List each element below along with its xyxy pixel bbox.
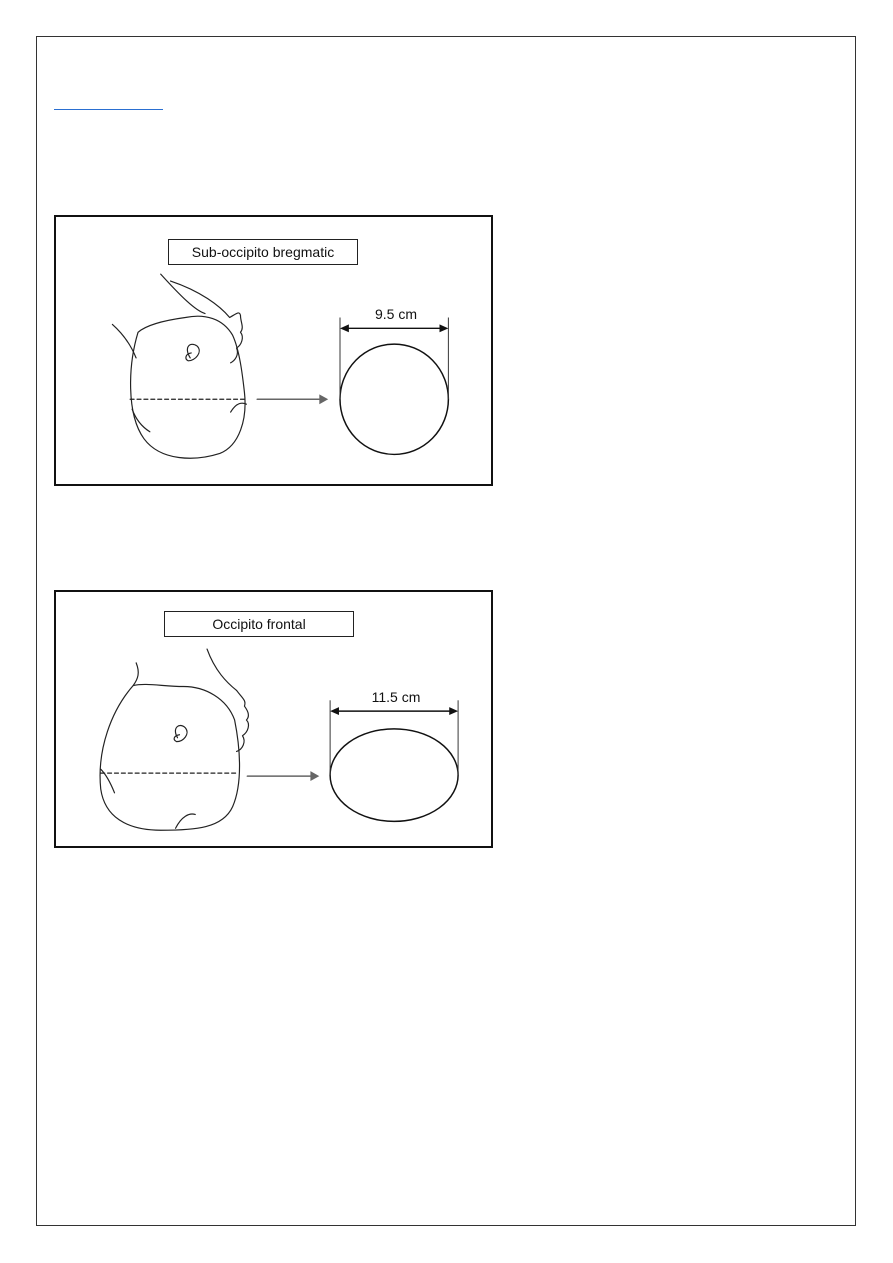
back-line (207, 649, 237, 690)
chin-curve (231, 403, 247, 412)
diameter-measurement: 9.5 cm (374, 306, 417, 322)
measure-arrow-left (330, 707, 339, 715)
diagram-title-label: Sub-occipito bregmatic (168, 239, 358, 265)
cross-section-ellipse (330, 729, 458, 822)
measure-arrow-right (449, 707, 458, 715)
arrow-head (310, 771, 319, 781)
measure-arrow-left (340, 324, 349, 332)
hyperlink-underline[interactable] (54, 109, 163, 110)
face-profile (171, 281, 243, 363)
neck-line (112, 324, 136, 357)
diagram-occipito-frontal (54, 590, 493, 848)
ear (186, 344, 199, 361)
chin-curve (176, 814, 196, 828)
ear (174, 726, 187, 742)
diameter-measurement: 11.5 cm (371, 689, 421, 705)
cross-section-circle (340, 344, 448, 454)
fetal-head-outline (100, 684, 239, 830)
diagram-sub-occipito-bregmatic (54, 215, 493, 486)
measure-arrow-right (440, 324, 449, 332)
arrow-head (319, 394, 328, 404)
neck-line (133, 663, 138, 686)
back-line (161, 274, 205, 313)
fetal-head-outline (131, 316, 245, 458)
diagram-title-label: Occipito frontal (164, 611, 354, 637)
